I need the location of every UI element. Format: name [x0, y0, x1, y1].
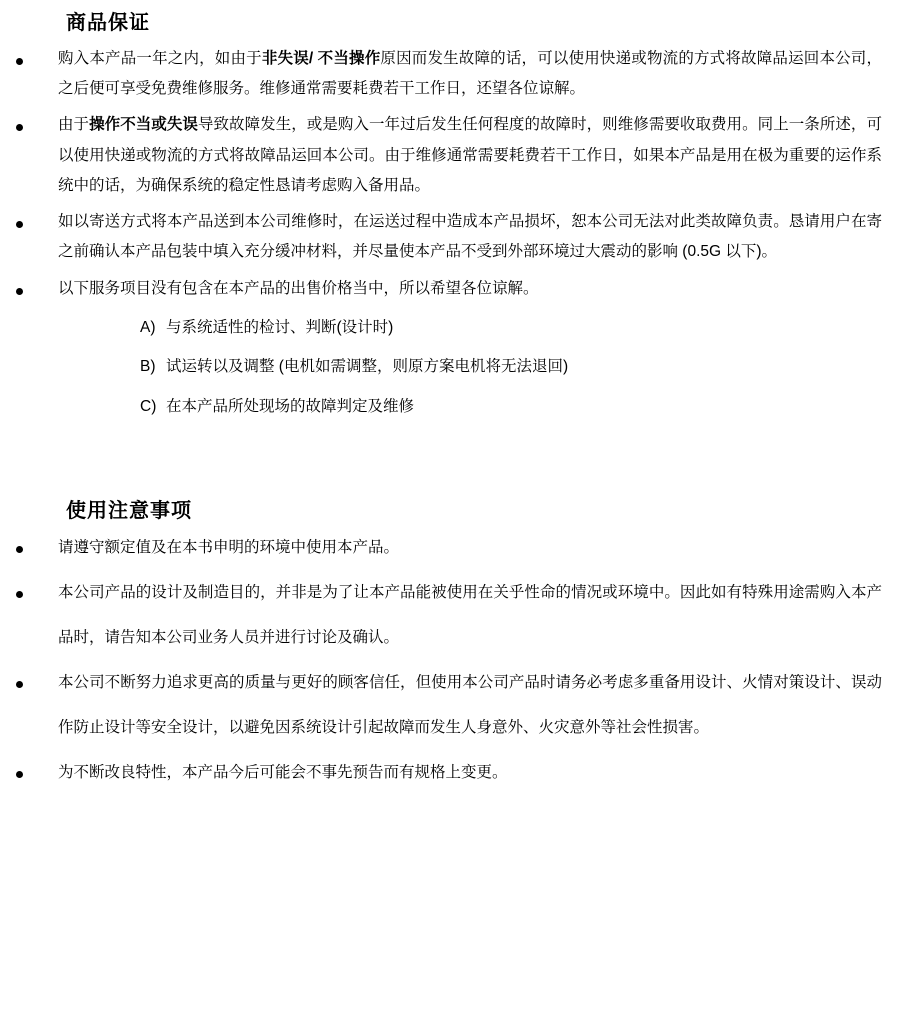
list-item — [58, 308, 882, 348]
section-warranty — [0, 0, 900, 426]
sub-item-text: 在本产品所处现场的故障判定及维修 — [166, 397, 415, 415]
section-precautions — [0, 488, 900, 796]
list-item — [0, 44, 900, 104]
list-item — [0, 661, 900, 751]
list-item-text-part: 请遵守额定值及在本书申明的环境中使用本产品。 — [58, 539, 400, 557]
sub-item-label: C) — [140, 397, 157, 415]
service-exclusions-list — [58, 308, 882, 427]
page-title: 商品保证 — [66, 12, 150, 34]
list-item — [0, 110, 900, 201]
list-item — [0, 526, 900, 571]
list-item — [0, 207, 900, 267]
warranty-bullet-list — [0, 44, 900, 426]
section-title-precautions: 使用注意事项 — [66, 500, 192, 523]
list-item-text-part: 购入本产品一年之内，如由于 — [58, 50, 262, 67]
list-item-text-part: 由于 — [58, 116, 90, 134]
sub-item-text: 与系统适性的检讨、判断(设计时) — [166, 318, 394, 336]
sub-item-text: 试运转以及调整 (电机如需调整，则原方案电机将无法退回) — [166, 358, 569, 376]
section-divider-space — [0, 426, 900, 488]
list-item-text-part: 如以寄送方式将本产品送到本公司维修时，在运送过程中造成本产品损坏，恕本公司无法对此类故障负责。恳请用户在寄之前确认本产品包装中填入充分缓冲材料，并尽量使本产品不受到外部环境过大震动的影响 (0.5G 以下)。 — [58, 213, 882, 261]
list-item-text-part: 本公司产品的设计及制造目的，并非是为了让本产品能被使用在关乎性命的情况或环境中。因此如有特殊用途需购入本产品时，请告知本公司业务人员并进行讨论及确认。 — [58, 584, 882, 647]
list-item-text-emphasis: 非失误/ 不当操作 — [261, 50, 381, 67]
list-item-text-part: 导致故障发生，或是购入一年过后发生任何程度的故障时，则维修需要收取费用。同上一条所述，可以使用快递或物流的方式将故障品运回本公司。由于维修通常需要耗费若干工作日，如果本产品是用在极为重要的运作系统中的话，为确保系统的稳定性恳请考虑购入备用品。 — [58, 116, 882, 194]
sub-item-label: A) — [140, 318, 156, 336]
list-item-text-part: 原因而发生故障的话，可以使用快递或物流的方式将故障品运回本公司，之后便可享受免费维修服务。维修通常需要耗费若干工作日，还望各位谅解。 — [58, 50, 882, 98]
precautions-bullet-list — [0, 526, 900, 796]
list-item-text-part: 为不断改良特性，本产品今后可能会不事先预告而有规格上变更。 — [58, 763, 508, 781]
list-item — [58, 347, 882, 387]
list-item — [0, 751, 900, 796]
list-item — [58, 387, 882, 427]
list-item-text-emphasis: 操作不当或失误 — [89, 116, 198, 134]
list-item — [0, 571, 900, 661]
sub-item-label: B) — [140, 358, 156, 376]
list-item-text-part: 本公司不断努力追求更高的质量与更好的顾客信任，但使用本公司产品时请务必考虑多重备用设计、火情对策设计、误动作防止设计等安全设计，以避免因系统设计引起故障而发生人身意外、火灾意外等社会性损害。 — [58, 674, 882, 737]
list-item — [0, 274, 900, 427]
list-item-text-part: 以下服务项目没有包含在本产品的出售价格当中，所以希望各位谅解。 — [58, 279, 539, 297]
